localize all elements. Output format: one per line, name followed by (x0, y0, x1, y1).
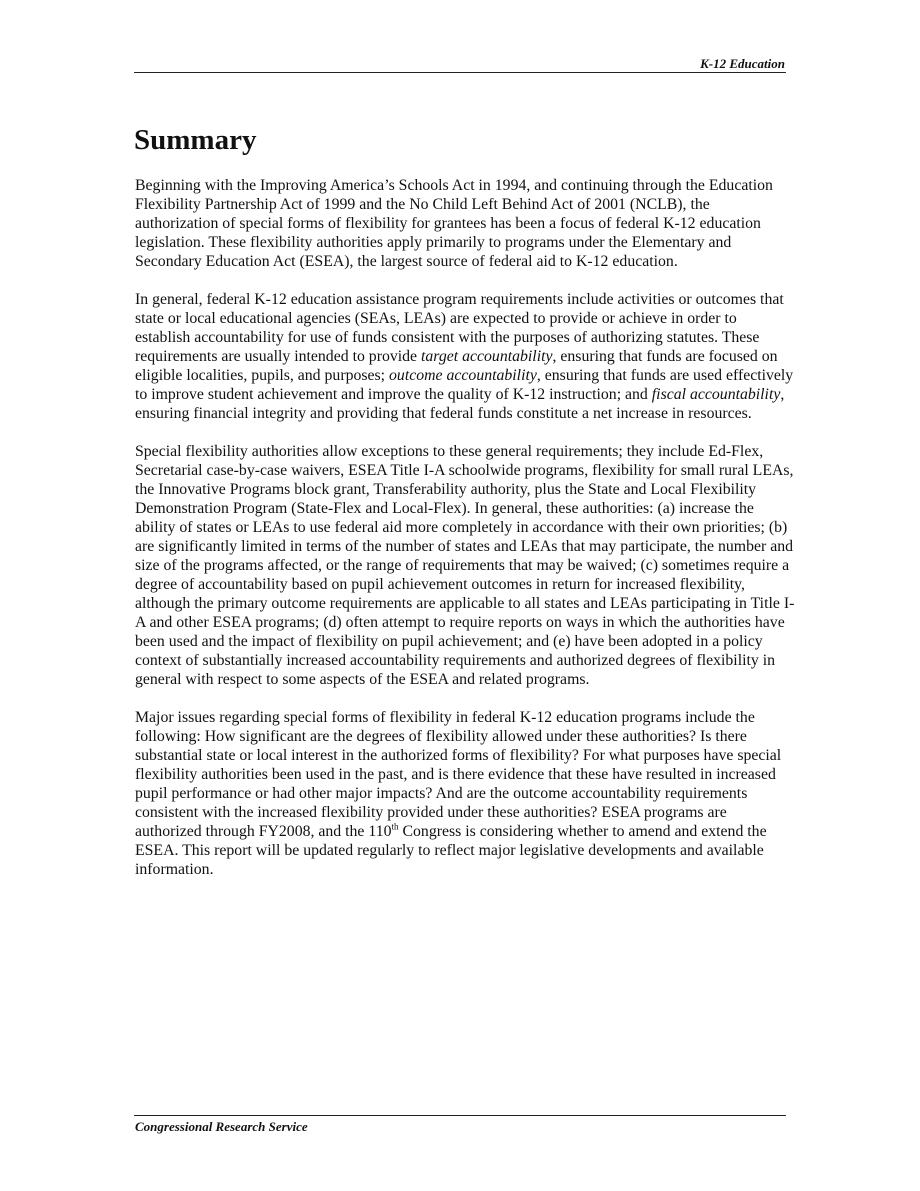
text-segment: In general, federal K-12 education assistance program requirements include activities or outcomes that state or local educational agencies (SEAs, LEAs) are expected to provide or achieve in order to establish accountability for use of funds consistent with the purposes of authorizing statutes. These requirements are usually intended to provide (135, 291, 784, 365)
text-segment: , ensuring that funds are used effectively to improve student achievement and improve the quality of K-12 instruction; and (135, 367, 794, 403)
footer-divider (134, 1115, 786, 1116)
summary-body (135, 176, 795, 898)
term-target-accountability: target accountability (421, 348, 553, 365)
footer-label: Congressional Research Service (135, 1119, 308, 1134)
text-segment: , ensuring that funds are focused on eligible localities, pupils, and purposes; (135, 348, 778, 384)
term-outcome-accountability: outcome accountability (389, 367, 537, 384)
page-title: Summary (134, 124, 257, 156)
header-divider (134, 72, 786, 73)
ordinal-superscript: th (391, 821, 399, 832)
paragraph-intro: Beginning with the Improving America’s Schools Act in 1994, and continuing through the Education Flexibility Partnership Act of 1999 and the No Child Left Behind Act of 2001 (NCLB), the authorization of special forms of flexibility for grantees has been a focus of federal K-12 education legislation. These flexibility authorities apply primarily to programs under the Elementary and Secondary Education Act (ESEA), the largest source of federal aid to K-12 education. (135, 177, 773, 270)
text-segment: Congress is considering whether to amend and extend the ESEA. This report will be updated regularly to reflect major legislative developments and available information. (135, 823, 767, 878)
paragraph-requirements (135, 290, 795, 423)
paragraph-major-issues (135, 708, 795, 879)
text-segment: , ensuring financial integrity and providing that federal funds constitute a net increase in resources. (135, 386, 785, 422)
paragraph-flexibility-authorities: Special flexibility authorities allow exceptions to these general requirements; they include Ed-Flex, Secretarial case-by-case waivers, ESEA Title I-A schoolwide programs, flexibility for small rural LEAs, the Innovative Programs block grant, Transferability authority, plus the State and Local Flexibility Demonstration Program (State-Flex and Local-Flex). In general, these authorities: (a) increase the ability of states or LEAs to use federal aid more completely in accordance with their own priorities; (b) are significantly limited in terms of the number of states and LEAs that may participate, the number and size of the programs affected, or the range of requirements that may be waived; (c) sometimes require a degree of accountability based on pupil achievement outcomes in return for increased flexibility, although the primary outcome requirements are applicable to all states and LEAs participating in Title I-A and other ESEA programs; (d) often attempt to require reports on ways in which the authorities have been used and the impact of flexibility on pupil achievement; and (e) have been adopted in a policy context of substantially increased accountability requirements and authorized degrees of flexibility in general with respect to some aspects of the ESEA and related programs. (135, 443, 795, 688)
term-fiscal-accountability: fiscal accountability (651, 386, 781, 403)
running-header: K-12 Education (700, 56, 785, 71)
text-segment: Major issues regarding special forms of flexibility in federal K-12 education programs include the following: How significant are the degrees of flexibility allowed under these authorities? Is there substantial state or local interest in the authorized forms of flexibility? For what purposes have special flexibility authorities been used in the past, and is there evidence that these have resulted in increased pupil performance or had other major impacts? And are the outcome accountability requirements consistent with the increased flexibility provided under these authorities? ESEA programs are authorized through FY2008, and the 110 (135, 709, 782, 840)
